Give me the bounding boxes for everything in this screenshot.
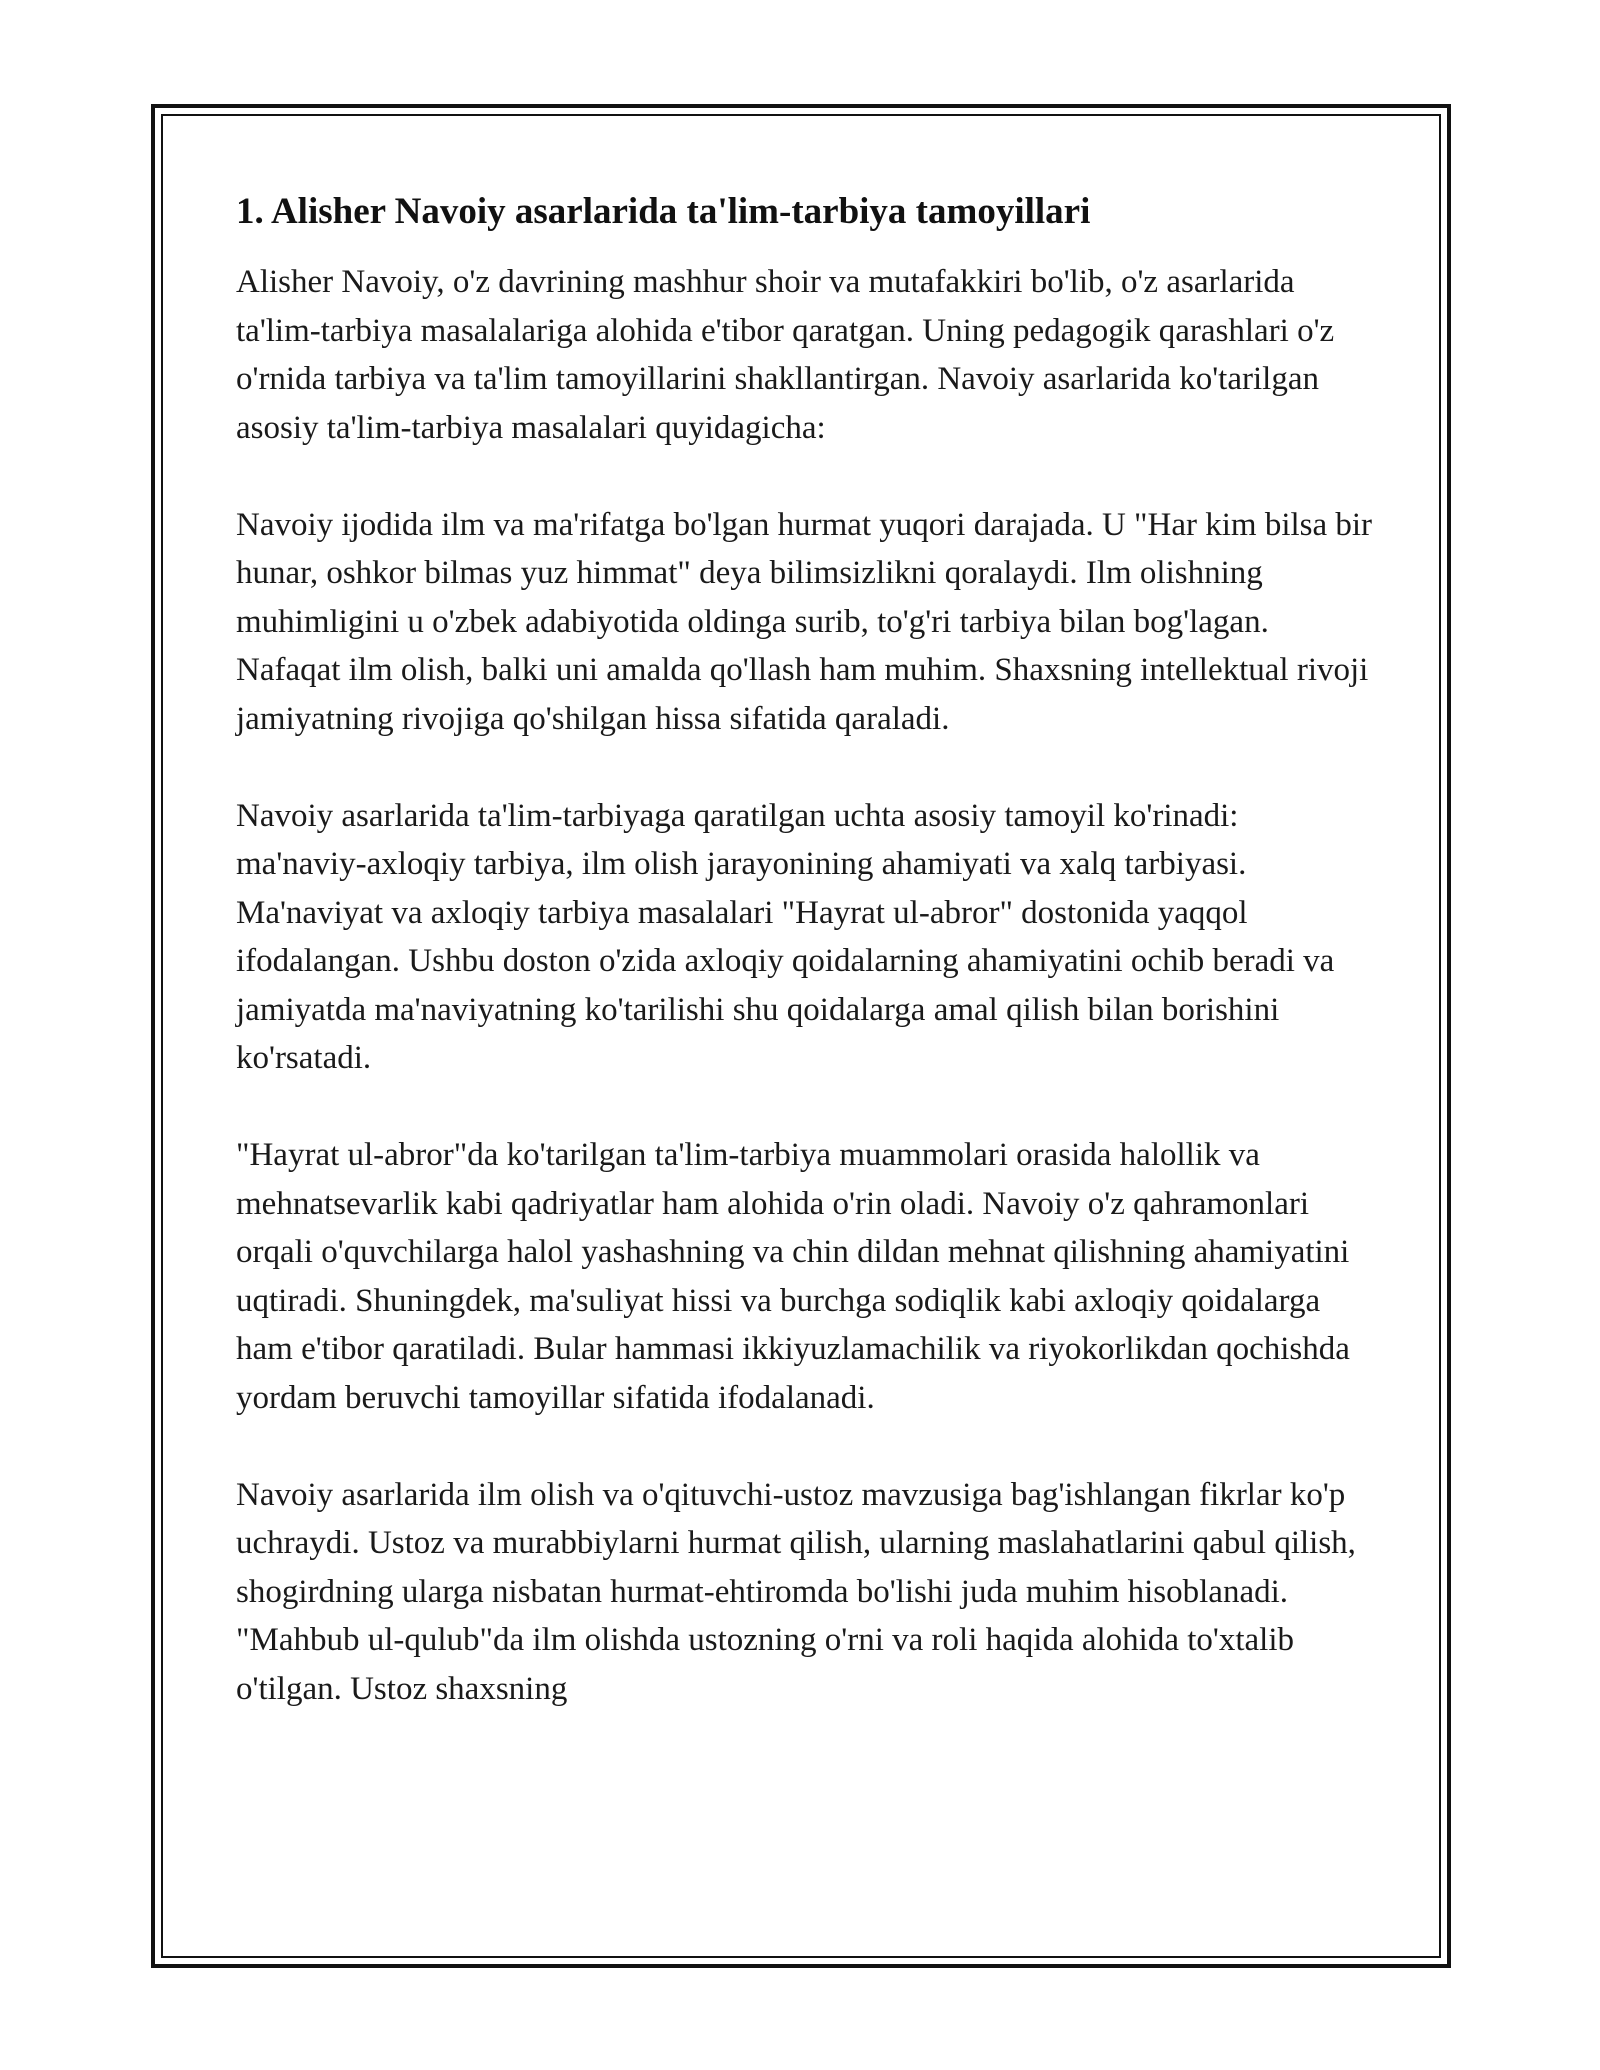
paragraph-hayrat-ul-abror: "Hayrat ul-abror"da ko'tarilgan ta'lim-tarbiya muammolari orasida halollik va mehnatsevarlik kabi qadriyatlar ham alohida o'rin oladi. Navoiy o'z qahramonlari orqali o'quvchilarga halol yashashning va chin dildan mehnat qilishning ahamiyatini uqtiradi. Shuningdek, ma'suliyat hissi va burchga sodiqlik kabi axloqiy qoidalarga ham e'tibor qaratiladi. Bular hammasi ikkiyuzlamachilik va riyokorlikdan qochishda yordam beruvchi tamoyillar sifatida ifodalanadi. <box>236 1137 1350 1416</box>
paragraph-principles: Navoiy asarlarida ta'lim-tarbiyaga qaratilgan uchta asosiy tamoyil ko'rinadi: ma'naviy-axloqiy tarbiya, ilm olish jarayonining ahamiyati va xalq tarbiyasi. Ma'naviyat va axloqiy tarbiya masalalari "Hayrat ul-abror" dostonida yaqqol ifodalangan. Ushbu doston o'zida axloqiy qoidalarning ahamiyatini ochib beradi va jamiyatda ma'naviyatning ko'tarilishi shu qoidalarga amal qilish bilan borishini ko'rsatadi. <box>236 797 1335 1076</box>
paragraph-intro: Alisher Navoiy, o'z davrining mashhur shoir va mutafakkiri bo'lib, o'z asarlarida ta'lim-tarbiya masalalariga alohida e'tibor qaratgan. Uning pedagogik qarashlari o'z o'rnida tarbiya va ta'lim tamoyillarini shakllantirgan. Navoiy asarlarida ko'tarilgan asosiy ta'lim-tarbiya masalalari quyidagicha: <box>236 264 1335 446</box>
document-body <box>236 188 1376 1762</box>
paragraph-knowledge: Navoiy ijodida ilm va ma'rifatga bo'lgan hurmat yuqori darajada. U "Har kim bilsa bir hunar, oshkor bilmas yuz himmat" deya bilimsizlikni qoralaydi. Ilm olishning muhimligini u o'zbek adabiyotida oldinga surib, to'g'ri tarbiya bilan bog'lagan. Nafaqat ilm olish, balki uni amalda qo'llash ham muhim. Shaxsning intellektual rivoji jamiyatning rivojiga qo'shilgan hissa sifatida qaraladi. <box>236 506 1373 737</box>
paragraph-teacher: Navoiy asarlarida ilm olish va o'qituvchi-ustoz mavzusiga bag'ishlangan fikrlar ko'p uchraydi. Ustoz va murabbiylarni hurmat qilish, ularning maslahatlarini qabul qilish, shogirdning ularga nisbatan hurmat-ehtiromda bo'lishi juda muhim hisoblanadi. "Mahbub ul-qulub"da ilm olishda ustozning o'rni va roli haqida alohida to'xtalib o'tilgan. Ustoz shaxsning <box>236 1476 1356 1707</box>
section-heading: 1. Alisher Navoiy asarlarida ta'lim-tarbiya tamoyillari <box>236 191 1091 232</box>
